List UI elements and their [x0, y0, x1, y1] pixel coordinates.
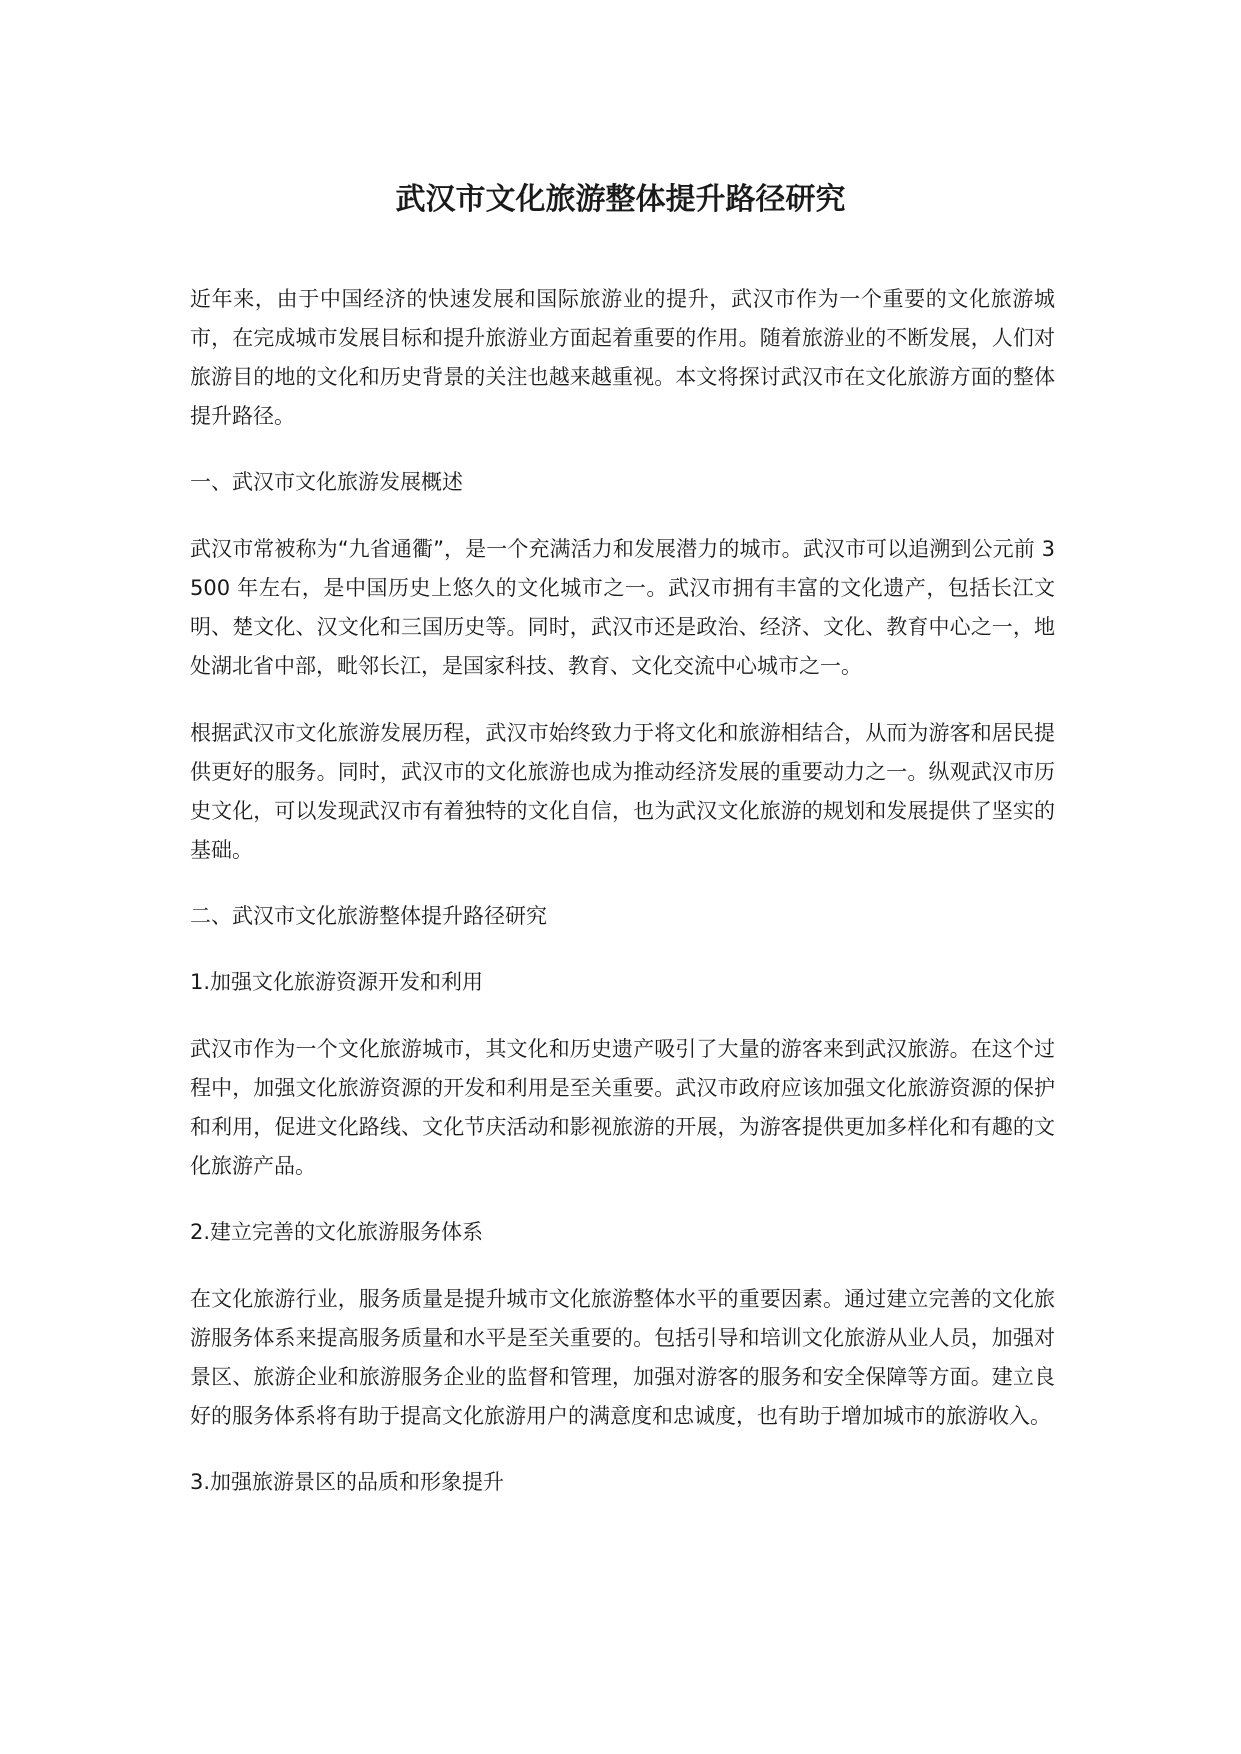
overview-paragraph-1: 武汉市常被称为“九省通衢”，是一个充满活力和发展潜力的城市。武汉市可以追溯到公元前 3500 年左右，是中国历史上悠久的文化城市之一。武汉市拥有丰富的文化遗产，包括长江文明、楚文化、汉文化和三国历史等。同时，武汉市还是政治、经济、文化、教育中心之一，地处湖北省中部，毗邻长江，是国家科技、教育、文化交流中心城市之一。	[190, 537, 1055, 678]
subsection-heading-3: 3.加强旅游景区的品质和形象提升	[190, 1470, 505, 1494]
subsection-heading-1: 1.加强文化旅游资源开发和利用	[190, 970, 484, 994]
subsection-paragraph-2: 在文化旅游行业，服务质量是提升城市文化旅游整体水平的重要因素。通过建立完善的文化旅游服务体系来提高服务质量和水平是至关重要的。包括引导和培训文化旅游从业人员，加强对景区、旅游企业和旅游服务企业的监督和管理，加强对游客的服务和安全保障等方面。建立良好的服务体系将有助于提高文化旅游用户的满意度和忠诚度，也有助于增加城市的旅游收入。	[190, 1287, 1055, 1428]
document-body	[190, 280, 1055, 1530]
subsection-paragraph-1: 武汉市作为一个文化旅游城市，其文化和历史遗产吸引了大量的游客来到武汉旅游。在这个过程中，加强文化旅游资源的开发和利用是至关重要。武汉市政府应该加强文化旅游资源的保护和利用，促进文化路线、文化节庆活动和影视旅游的开展，为游客提供更加多样化和有趣的文化旅游产品。	[190, 1037, 1055, 1178]
section-heading-2: 二、武汉市文化旅游整体提升路径研究	[190, 904, 547, 928]
intro-paragraph: 近年来，由于中国经济的快速发展和国际旅游业的提升，武汉市作为一个重要的文化旅游城市，在完成城市发展目标和提升旅游业方面起着重要的作用。随着旅游业的不断发展，人们对旅游目的地的文化和历史背景的关注也越来越重视。本文将探讨武汉市在文化旅游方面的整体提升路径。	[190, 287, 1055, 428]
section-heading-1: 一、武汉市文化旅游发展概述	[190, 470, 463, 494]
overview-paragraph-2: 根据武汉市文化旅游发展历程，武汉市始终致力于将文化和旅游相结合，从而为游客和居民提供更好的服务。同时，武汉市的文化旅游也成为推动经济发展的重要动力之一。纵观武汉市历史文化，可以发现武汉市有着独特的文化自信，也为武汉文化旅游的规划和发展提供了坚实的基础。	[190, 721, 1055, 862]
subsection-heading-2: 2.建立完善的文化旅游服务体系	[190, 1220, 484, 1244]
document-title: 武汉市文化旅游整体提升路径研究	[395, 182, 846, 217]
